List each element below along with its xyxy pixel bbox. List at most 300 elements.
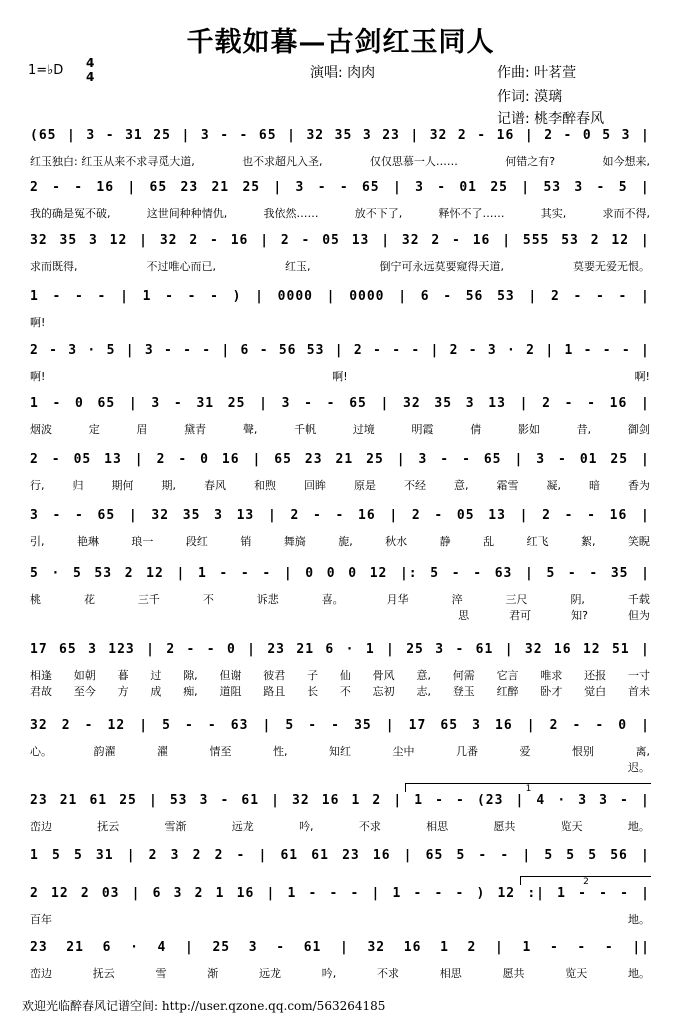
- note-group: -: [621, 343, 631, 358]
- note-group: 2: [30, 180, 39, 195]
- note-group: -: [304, 396, 313, 411]
- note-group: -: [52, 508, 62, 523]
- note-group: 56: [465, 289, 484, 304]
- lyric-word: 阴,: [570, 593, 585, 606]
- note-group: -: [308, 718, 318, 733]
- note-group: 12: [109, 233, 128, 248]
- bar-line: |: [641, 566, 650, 581]
- note-group: -: [462, 452, 471, 467]
- lyric-word: 如今想来,: [602, 155, 650, 168]
- lyric-word: 峦边: [30, 820, 52, 833]
- lyric-word: 仙: [339, 669, 351, 682]
- lyric-word: 霜雪: [496, 479, 519, 492]
- note-group: 5: [544, 848, 554, 863]
- note-group: 1: [414, 793, 424, 808]
- note-group: 16: [403, 940, 422, 955]
- lyric-word: 这世间种种情仇,: [146, 207, 228, 220]
- note-group: 3: [295, 180, 305, 195]
- note-group: ·: [130, 940, 139, 955]
- note-group: 0: [326, 566, 336, 581]
- note-group: (65: [30, 128, 57, 143]
- note-group: 1: [365, 642, 375, 657]
- lyric-word: 喜。: [321, 593, 344, 606]
- note-group: -: [599, 886, 608, 901]
- note-group: 23: [180, 180, 199, 195]
- bar-line: |: [641, 289, 650, 304]
- lyric-word: 子: [307, 669, 319, 682]
- note-group: 61: [475, 642, 494, 657]
- note-group: -: [52, 396, 62, 411]
- note-group: -: [583, 343, 593, 358]
- note-group: 25: [212, 940, 231, 955]
- bar-line: |: [146, 642, 155, 657]
- note-group: 16: [230, 233, 249, 248]
- note-group: 32: [30, 718, 48, 733]
- bar-line: |: [519, 508, 529, 523]
- note-group: 56: [278, 343, 297, 358]
- note-group: 32: [151, 508, 170, 523]
- note-group: 65: [361, 180, 380, 195]
- note-group: -: [435, 793, 444, 808]
- bar-line: |: [396, 452, 406, 467]
- note-group: 16: [553, 642, 572, 657]
- bar-line: |: [259, 396, 268, 411]
- lyric-word: 引,: [30, 535, 45, 548]
- note-group: 53: [561, 233, 579, 248]
- note-group: 2: [550, 289, 560, 304]
- notation-line: [30, 128, 650, 143]
- note-group: 53: [94, 566, 113, 581]
- bar-line: |: [185, 940, 194, 955]
- volta-bracket: 2: [520, 876, 651, 885]
- note-group: -: [105, 128, 115, 143]
- lyric-word: 愿共: [493, 820, 516, 833]
- note-group: 16: [609, 396, 628, 411]
- note-group: 2: [124, 566, 134, 581]
- notation-line: [30, 718, 650, 733]
- note-group: 25: [406, 642, 424, 657]
- notation-line: [30, 396, 650, 411]
- note-group: 3: [89, 233, 98, 248]
- note-group: 65: [274, 452, 292, 467]
- note-group: 12: [497, 886, 516, 901]
- bar-line: |: [386, 642, 395, 657]
- note-group: -: [259, 343, 269, 358]
- lyric-word: 和煦: [254, 479, 276, 492]
- note-group: -: [84, 718, 94, 733]
- note-group: 1: [142, 289, 152, 304]
- note-group: 3: [88, 642, 97, 657]
- bar-line: |: [410, 128, 420, 143]
- note-group: 65: [425, 848, 444, 863]
- note-group: 3: [435, 642, 445, 657]
- lyric-word: 不求: [358, 820, 381, 833]
- note-group: 23: [30, 940, 48, 955]
- bar-line: |: [255, 289, 264, 304]
- note-group: 21: [211, 180, 230, 195]
- note-group: -: [326, 396, 336, 411]
- lyric-word: 回眸: [304, 479, 326, 492]
- lyric-word: 君故: [30, 685, 52, 698]
- bar-line: |: [526, 718, 536, 733]
- note-group: -: [596, 180, 606, 195]
- note-group: 3: [362, 128, 372, 143]
- lyric-word: 笑睨: [627, 535, 650, 548]
- note-group: -: [165, 289, 174, 304]
- note-group: 5: [588, 848, 598, 863]
- note-group: 23: [304, 452, 323, 467]
- transcriber: 记谱: 桃李醉春风: [497, 111, 605, 127]
- lyric-word: 忘初: [372, 685, 395, 698]
- note-group: -: [564, 396, 574, 411]
- lyric-word: 啊!: [30, 316, 46, 329]
- notation-line: [30, 343, 650, 358]
- note-group: 17: [408, 718, 427, 733]
- bar-line: |: [128, 508, 138, 523]
- lyrics-line: [30, 965, 650, 981]
- note-group: 5: [285, 718, 295, 733]
- note-group: 12: [146, 566, 164, 581]
- note-group: 17: [30, 642, 48, 657]
- note-group: -: [210, 289, 219, 304]
- lyric-word: 地。: [627, 820, 650, 833]
- note-group: -: [207, 718, 217, 733]
- note-group: 1: [30, 848, 39, 863]
- lyric-word: 性,: [273, 745, 288, 758]
- lyrics-line-2: [30, 759, 650, 775]
- note-group: -: [202, 343, 212, 358]
- note-group: -: [308, 886, 318, 901]
- lyric-word: 红飞: [526, 535, 549, 548]
- lyric-word: 烟波: [30, 423, 52, 436]
- bar-line: |: [266, 886, 276, 901]
- note-group: 1: [215, 886, 225, 901]
- note-group: 0000: [277, 289, 313, 304]
- note-group: 2: [544, 128, 554, 143]
- note-group: -: [434, 508, 444, 523]
- note-group: 53: [169, 793, 188, 808]
- lyric-word: 不: [339, 685, 351, 698]
- key-signature: 1=♭D: [28, 63, 64, 78]
- note-group: 0: [582, 128, 592, 143]
- lyrics-line: [30, 368, 650, 384]
- lyric-word: 还报: [584, 669, 607, 682]
- bar-line: |: [640, 793, 650, 808]
- note-group: 25: [490, 180, 508, 195]
- note-group: ·: [557, 793, 567, 808]
- note-group: 16: [321, 793, 340, 808]
- note-group: 35: [610, 566, 629, 581]
- lyric-word: 期,: [161, 479, 176, 492]
- bar-line: |: [641, 343, 650, 358]
- note-group: 16: [472, 233, 491, 248]
- bar-line: |: [267, 508, 277, 523]
- lyric-word: 雪: [155, 967, 167, 980]
- bar-line: |: [521, 180, 531, 195]
- note-group: 63: [494, 566, 513, 581]
- bar-line: |: [126, 848, 136, 863]
- lyrics-line: [30, 591, 650, 607]
- bar-line: |: [134, 452, 144, 467]
- note-group: ): [476, 886, 486, 901]
- note-group: -: [618, 289, 628, 304]
- note-group: 25: [227, 396, 246, 411]
- note-group: 2: [194, 886, 204, 901]
- notation-line: [30, 848, 650, 863]
- notation-line: [30, 289, 650, 304]
- note-group: -: [317, 180, 327, 195]
- note-group: 32: [367, 940, 386, 955]
- note-group: 2: [290, 508, 300, 523]
- note-group: 2: [411, 508, 421, 523]
- note-group: 3: [536, 452, 546, 467]
- note-group: -: [392, 343, 402, 358]
- lyric-word: 一寸: [627, 669, 650, 682]
- lyric-word: 定: [88, 423, 100, 436]
- lyrics-line: [30, 421, 650, 437]
- notation-line: [30, 452, 650, 467]
- lyric-word: 影如: [517, 423, 540, 436]
- lyric-word: 远龙: [259, 967, 281, 980]
- composer: 作曲: 叶茗萱: [497, 65, 577, 81]
- lyric-word: 登玉: [452, 685, 475, 698]
- lyric-word: 地。: [628, 967, 650, 980]
- note-group: 2: [457, 128, 467, 143]
- lyric-word: 濯: [157, 745, 168, 758]
- note-group: 3: [465, 396, 475, 411]
- note-group: 53: [497, 289, 515, 304]
- note-group: 123: [108, 642, 135, 657]
- lyric-word: 觉白: [584, 685, 607, 698]
- lyric-word: 痴,: [183, 685, 198, 698]
- note-group: 05: [456, 508, 475, 523]
- lyric-word: 暮: [117, 669, 129, 682]
- notation-line: [30, 180, 650, 195]
- note-group: ·: [87, 343, 97, 358]
- note-group: 61: [89, 793, 108, 808]
- note-group: 16: [358, 508, 376, 523]
- note-group: -: [473, 566, 483, 581]
- note-group: 0: [226, 642, 236, 657]
- lyric-word: 我的确是冤不破,: [30, 207, 111, 220]
- note-group: -: [220, 128, 230, 143]
- note-group: 16: [609, 508, 628, 523]
- bar-line: |: [260, 233, 270, 248]
- lyric-word: 行,: [30, 479, 45, 492]
- bar-line: |: [641, 848, 650, 863]
- lyric-word: 雪渐: [164, 820, 187, 833]
- note-group: 16: [96, 180, 115, 195]
- lyric-word: 君可: [509, 609, 532, 622]
- bar-line: |: [283, 566, 293, 581]
- lyric-word: 情至: [209, 745, 232, 758]
- note-group: -: [219, 566, 229, 581]
- bar-line: |:: [399, 566, 418, 581]
- note-group: 3: [86, 128, 96, 143]
- note-group: ·: [507, 343, 516, 358]
- note-group: -: [329, 886, 339, 901]
- bar-line: |: [514, 452, 524, 467]
- note-group: 3: [30, 508, 39, 523]
- note-group: 61: [303, 940, 322, 955]
- note-group: -: [595, 289, 605, 304]
- note-group: 35: [354, 718, 372, 733]
- note-group: -: [210, 233, 219, 248]
- lyric-word: 也不求超凡入圣,: [242, 155, 323, 168]
- note-group: 35: [434, 396, 453, 411]
- note-group: 2: [372, 793, 382, 808]
- bar-line: |: [641, 452, 650, 467]
- bar-line: |: [385, 718, 395, 733]
- note-group: -: [440, 452, 450, 467]
- note-group: -: [239, 128, 249, 143]
- bar-line: |: [371, 886, 381, 901]
- bar-line: ||: [632, 940, 650, 955]
- bar-line: |: [502, 233, 512, 248]
- note-group: 2: [590, 233, 600, 248]
- lyric-word: 千载: [627, 593, 650, 606]
- note-group: -: [339, 180, 349, 195]
- lyric-word: 旎,: [338, 535, 353, 548]
- note-group: 3: [487, 343, 497, 358]
- note-group: 2: [30, 343, 39, 358]
- lyric-word: 览天: [565, 967, 588, 980]
- note-group: -: [451, 566, 461, 581]
- note-group: 31: [196, 396, 215, 411]
- lyric-word: 何需: [452, 669, 475, 682]
- bar-line: |: [125, 343, 135, 358]
- note-group: 31: [125, 128, 143, 143]
- note-group: -: [443, 289, 453, 304]
- lyric-word: 我依然……: [263, 207, 319, 220]
- bar-line: |: [640, 233, 650, 248]
- note-group: 61: [241, 793, 260, 808]
- note-group: -: [173, 396, 183, 411]
- lyric-word: 红玉独白: 红玉从来不求寻觅大道,: [30, 155, 195, 168]
- note-group: 3: [248, 940, 258, 955]
- note-group: -: [52, 289, 62, 304]
- note-group: -: [437, 180, 447, 195]
- bar-line: |: [181, 128, 191, 143]
- bar-line: |: [334, 343, 344, 358]
- lyric-word: 月华: [386, 593, 409, 606]
- note-group: 1: [564, 343, 574, 358]
- lyric-word: 归: [72, 479, 84, 492]
- notation-line: [30, 233, 650, 248]
- note-group: -: [589, 566, 599, 581]
- note-group: 3: [151, 396, 161, 411]
- lyric-word: 彼君: [263, 669, 286, 682]
- note-group: 21: [335, 452, 354, 467]
- lyric-word: 览天: [560, 820, 583, 833]
- lyric-word: 啊!: [634, 370, 650, 383]
- lyric-word: 愿共: [502, 967, 525, 980]
- note-group: 21: [59, 793, 78, 808]
- note-group: -: [335, 508, 345, 523]
- note-group: 5: [546, 566, 556, 581]
- note-group: 13: [488, 396, 506, 411]
- lyric-word: 聲,: [242, 423, 258, 436]
- note-group: 5: [602, 128, 612, 143]
- note-group: -: [236, 848, 246, 863]
- lyric-word: 三尺: [505, 593, 528, 606]
- note-group: -: [620, 793, 629, 808]
- bar-line: |: [120, 289, 129, 304]
- note-group: 23: [342, 848, 360, 863]
- lyric-word: 静: [439, 535, 451, 548]
- bar-line: |: [504, 642, 514, 657]
- note-group: 3: [199, 793, 209, 808]
- note-group: 3: [621, 128, 631, 143]
- note-group: -: [456, 793, 465, 808]
- note-group: 2: [156, 452, 166, 467]
- bar-line: |: [389, 508, 399, 523]
- lyric-word: 其实,: [540, 207, 567, 220]
- bar-line: |: [641, 718, 650, 733]
- lyric-word: 期何: [111, 479, 134, 492]
- lyric-word: 絮,: [580, 535, 596, 548]
- note-group: -: [74, 180, 84, 195]
- note-group: 32: [30, 233, 48, 248]
- note-group: 2: [549, 718, 559, 733]
- note-group: 05: [322, 233, 340, 248]
- lyrics-line-2: [30, 607, 650, 623]
- note-group: 2: [542, 508, 551, 523]
- lyric-word: 千帆: [294, 423, 317, 436]
- lyric-word: 骨风: [372, 669, 395, 682]
- notation-line: [30, 566, 650, 581]
- note-group: 6: [420, 289, 430, 304]
- note-group: ·: [345, 642, 355, 657]
- note-group: -: [595, 718, 605, 733]
- bar-line: |: [524, 128, 534, 143]
- lyric-word: 过境: [352, 423, 375, 436]
- lyric-word: 抚云: [97, 820, 120, 833]
- lyric-word: 吟,: [299, 820, 314, 833]
- lyric-word: 志,: [416, 685, 431, 698]
- lyric-word: 何错之有?: [505, 155, 556, 168]
- note-group: 2: [431, 233, 441, 248]
- lyric-word: 眉: [136, 423, 148, 436]
- note-group: 0000: [349, 289, 385, 304]
- lyric-word: 相思: [426, 820, 449, 833]
- note-group: -: [220, 793, 230, 808]
- note-group: 2: [542, 396, 551, 411]
- note-group: 61: [311, 848, 329, 863]
- bar-line: |: [519, 396, 529, 411]
- lyric-word: 离,: [635, 745, 650, 758]
- lyric-word: 尘中: [392, 745, 415, 758]
- note-group: 5: [566, 848, 576, 863]
- lyric-word: 它言: [496, 669, 519, 682]
- bar-line: |: [641, 886, 650, 901]
- note-group: ·: [51, 566, 61, 581]
- note-group: -: [567, 566, 577, 581]
- bar-line: |: [139, 233, 148, 248]
- note-group: -: [183, 343, 192, 358]
- notation-line: [30, 508, 650, 523]
- lyric-word: 求而不得,: [602, 207, 650, 220]
- bar-line: |: [495, 940, 504, 955]
- note-group: 3: [214, 508, 223, 523]
- lyric-word: 段红: [185, 535, 208, 548]
- lyric-word: 不求: [377, 967, 399, 980]
- note-group: -: [500, 848, 510, 863]
- lyric-word: 百年: [30, 913, 52, 926]
- note-group: 16: [221, 452, 240, 467]
- bar-line: |: [528, 289, 538, 304]
- note-group: 4: [536, 793, 546, 808]
